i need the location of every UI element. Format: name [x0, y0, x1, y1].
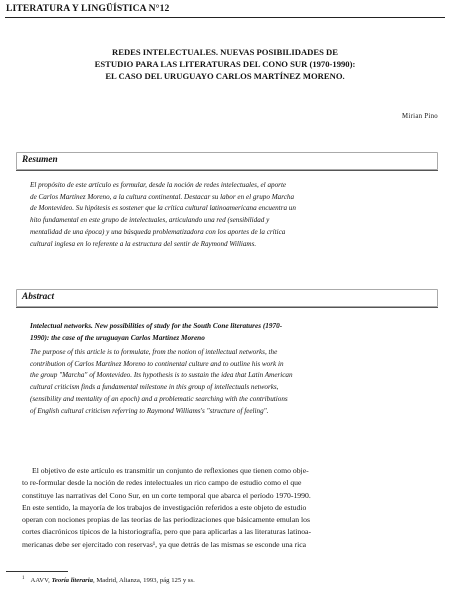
resumen-heading-box	[16, 152, 438, 170]
body-line: cortes diacrónicos típicos de la historiografía, pero que para aplicarlas a las literaturas latinoa-	[22, 527, 312, 537]
footnote	[22, 576, 195, 584]
resumen-line: cultural inglesa en lo referente a la estructura del sentir de Raymond Williams.	[30, 239, 257, 248]
header-rule	[5, 17, 445, 18]
abstract-line: of English cultural criticism referring to Raymond Williams's "structure of feeling".	[30, 406, 269, 415]
resumen-rule	[16, 170, 438, 171]
body-line: mericanas debe ser ejercitado con reservas¹, ya que detrás de las mismas se esconde una rica	[22, 539, 307, 549]
abstract-line: (sensibility and mentality of an epoch) and a problematic searching with the contributions	[30, 394, 288, 403]
resumen-line: de Carlos Martínez Moreno, a la cultura continental. Destacar su labor en el grupo Marcha	[30, 192, 295, 201]
body-line: to re-formular desde la noción de redes intelectuales un rico campo de estudio como el que	[22, 478, 302, 488]
title-line: EL CASO DEL URUGUAYO CARLOS MARTÍNEZ MORENO.	[105, 71, 345, 81]
footnote-number: 1	[22, 576, 25, 581]
article-title	[22, 46, 428, 82]
resumen-line: hito fundamental en este grupo de intelectuales, articulando una red (sensibilidad y	[30, 216, 270, 225]
title-line: REDES INTELECTUALES. NUEVAS POSIBILIDADES DE	[112, 47, 338, 57]
abstract-line: the group "Marcha" of Montevideo. Its hypothesis is to sustain the idea that Latin American	[30, 371, 293, 380]
body-line: operan con nociones propias de las teorías de las periodizaciones que básicamente emulan los	[22, 515, 310, 525]
abstract-line: The purpose of this article is to formulate, from the notion of intellectual networks, the	[30, 348, 278, 356]
abstract-title-line: 1990): the case of the uruguayan Carlos Martínez Moreno	[30, 333, 205, 342]
body-line: El objetivo de este artículo es transmitir un conjunto de reflexiones que tienen como obje-	[32, 466, 309, 475]
journal-header: LITERATURA Y LINGÜÍSTICA N°12	[6, 3, 170, 14]
footnote-authors: AAVV,	[30, 577, 50, 585]
title-line: ESTUDIO PARA LAS LITERATURAS DEL CONO SUR (1970-1990):	[94, 59, 356, 69]
abstract-heading-box	[16, 289, 438, 307]
body-line: En este sentido, la mayoría de los trabajos de investigación referidos a este objeto de estudio	[22, 502, 307, 512]
abstract-line: contribution of Carlos Martínez Moreno to continental culture and to outline his work in	[30, 359, 284, 368]
resumen-line: El propósito de este artículo es formular, desde la noción de redes intelectuales, el aporte	[30, 181, 287, 189]
footnote-work: Teoría literaria	[51, 577, 93, 585]
abstract-rule	[16, 307, 438, 308]
author-name: Mirian Pino	[402, 113, 438, 120]
body-paragraph	[22, 465, 440, 551]
abstract-text	[30, 347, 434, 417]
footnote-rule	[6, 571, 68, 572]
body-line: constituye las narrativas del Cono Sur, en un corte temporal que abarca el período 1970-1990.	[22, 490, 311, 500]
resumen-line: mentalidad de una época) y una búsqueda problematizadora con los aportes de la crítica	[30, 227, 286, 236]
abstract-title	[30, 321, 434, 344]
abstract-title-line: Intelectual networks. New possibilities of study for the South Cone literatures (1970-	[30, 322, 283, 330]
abstract-heading: Abstract	[22, 292, 55, 302]
resumen-heading: Resumen	[22, 155, 58, 165]
footnote-rest: , Madrid, Alianza, 1993, pág 125 y ss.	[93, 577, 195, 585]
resumen-text	[30, 180, 434, 250]
resumen-line: de Montevideo. Su hipótesis es sostener que la crítica cultural latinoamericana encuentra un	[30, 204, 296, 213]
abstract-line: cultural criticism finds a fundamental milestone in this group of intellectuals networks,	[30, 383, 279, 392]
